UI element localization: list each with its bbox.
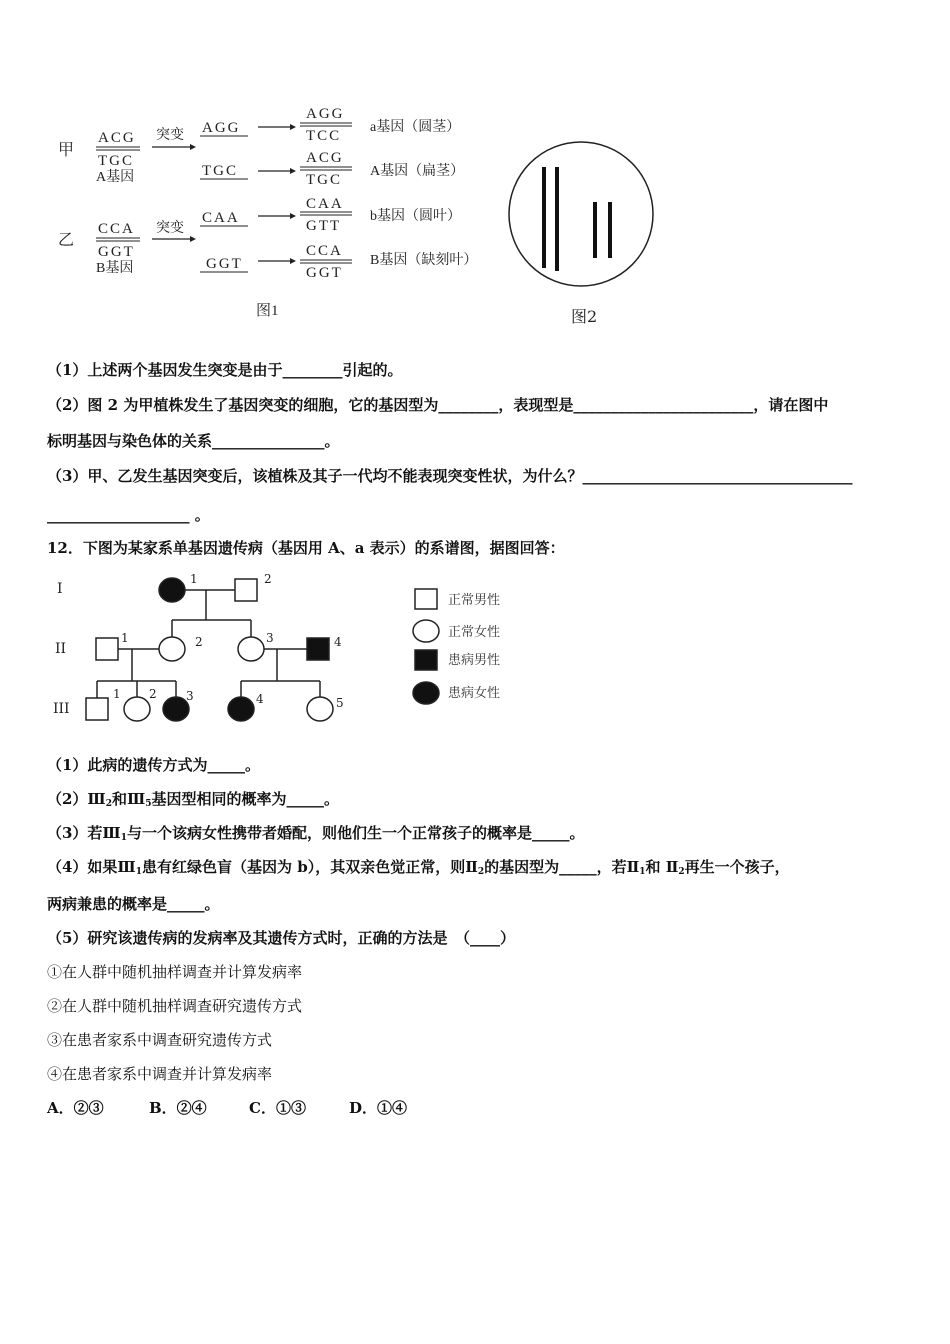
q12-sub-2-mid: 和Ⅲ: [111, 790, 146, 808]
II-3-normal-female: [238, 637, 264, 661]
q11-part-3b: ___________________ 。: [47, 506, 210, 524]
q12-sub-2-pre: （2）Ⅲ: [47, 790, 106, 808]
jia-orig-top: ACG: [98, 130, 136, 146]
yi-orig-top: CCA: [98, 221, 135, 237]
III-2-num: 2: [149, 687, 157, 701]
q11-part-2a: （2）图 2 为甲植株发生了基因突变的细胞，它的基因型为________，表现型是________________________，请在图中: [47, 396, 829, 414]
jia-orig-bottom: TGC: [98, 153, 134, 169]
jia-norm-strand: TGC: [202, 163, 238, 179]
legend-normal-female-label: 正常女性: [448, 625, 501, 640]
legend-affected-female-label: 患病女性: [448, 686, 501, 701]
q12-option-2: ②在人群中随机抽样调查研究遗传方式: [47, 997, 303, 1015]
figure-1-diagram: [50, 95, 510, 325]
q11-part-1: （1）上述两个基因发生突变是由于________引起的。: [47, 361, 403, 379]
II-2-normal-female: [159, 637, 185, 661]
I-2-normal-male: [235, 579, 257, 601]
yi-arrow-label: 突变: [156, 221, 184, 236]
legend-affected-female-symbol: [413, 682, 439, 704]
q12-sub-2-sub1: 2: [105, 799, 112, 809]
legend-normal-female-symbol: [413, 620, 439, 642]
II-4-num: 4: [334, 635, 342, 649]
q12-sub-1: （1）此病的遗传方式为_____。: [47, 756, 260, 774]
q11-part-3a: （3）甲、乙发生基因突变后，该植株及其子一代均不能表现突变性状，为什么？____________________________________: [47, 467, 853, 485]
q11-part-2b: 标明基因与染色体的关系_______________。: [47, 432, 340, 450]
III-5-num: 5: [336, 696, 344, 710]
gen-label-II: II: [55, 641, 67, 657]
jia-label: 甲: [58, 142, 75, 159]
III-4-num: 4: [256, 692, 264, 706]
q12-sub-4-sub2: 2: [477, 867, 485, 877]
q12-sub-4-mid2: 的基因型为_____，若Ⅱ: [484, 858, 640, 876]
q12-sub-4-sub3: 1: [639, 867, 646, 877]
yi-mut-result-label: b基因（圆叶）: [370, 209, 461, 224]
legend-normal-male-label: 正常男性: [448, 593, 501, 608]
q12-option-4: ④在患者家系中调查并计算发病率: [47, 1065, 273, 1083]
pedigree-svg: [45, 565, 525, 735]
q12-choice-B[interactable]: B．②④: [149, 1099, 207, 1117]
jia-norm-rep-arrowhead: [290, 168, 296, 174]
q12-sub-3: [47, 823, 585, 848]
jia-mut-result-bottom: TCC: [306, 128, 342, 144]
jia-mut-rep-arrowhead: [290, 124, 296, 130]
II-2-num: 2: [195, 635, 203, 649]
gen-label-III: III: [53, 701, 70, 717]
q12-sub-4-sub1: 1: [135, 867, 142, 877]
yi-mut-rep-arrowhead: [290, 213, 296, 219]
q12-sub-4-sub4: 2: [678, 867, 685, 877]
jia-mut-strand: AGG: [202, 120, 241, 136]
figure-2-caption: 图2: [571, 307, 598, 326]
III-1-normal-male: [86, 698, 108, 720]
q12-option-1: ①在人群中随机抽样调查并计算发病率: [47, 963, 303, 981]
q12-sub-5: （5）研究该遗传病的发病率及其遗传方式时，正确的方法是 （____）: [47, 929, 515, 947]
jia-mut-result-label: a基因（圆茎）: [370, 120, 461, 135]
jia-orig-gene: A基因: [96, 170, 135, 185]
yi-norm-strand: GGT: [206, 256, 243, 272]
q12-choice-D[interactable]: D．①④: [349, 1099, 408, 1117]
jia-norm-result-bottom: TGC: [306, 172, 342, 188]
yi-norm-result-label: B基因（缺刻叶）: [370, 253, 478, 268]
legend-affected-male-symbol: [415, 650, 437, 670]
jia-mut-arrowhead: [190, 144, 196, 150]
q12-sub-4: [47, 857, 790, 882]
jia-norm-result-top: ACG: [306, 150, 344, 166]
q12-sub-4-mid1: 患有红绿色盲（基因为 b），其双亲色觉正常，则Ⅱ: [141, 858, 478, 876]
I-2-num: 2: [264, 572, 272, 586]
yi-norm-result-bottom: GGT: [306, 265, 343, 281]
I-1-affected-female: [159, 578, 185, 602]
yi-orig-bottom: GGT: [98, 244, 135, 260]
yi-label: 乙: [58, 232, 75, 249]
III-5-normal-female: [307, 697, 333, 721]
yi-mut-result-bottom: GTT: [306, 218, 342, 234]
q12-sub-3-pre: （3）若Ⅲ: [47, 824, 121, 842]
figure-2-cell: [505, 125, 665, 335]
yi-norm-result-top: CCA: [306, 243, 343, 259]
q12-option-3: ③在患者家系中调查研究遗传方式: [47, 1031, 273, 1049]
figure-1-caption: 图1: [256, 303, 279, 319]
q12-sub-4-post: 再生一个孩子，: [684, 858, 790, 876]
q12-sub-4-mid3: 和 Ⅱ: [645, 858, 679, 876]
yi-norm-rep-arrowhead: [290, 258, 296, 264]
jia-mut-result-top: AGG: [306, 106, 345, 122]
jia-norm-result-label: A基因（扁茎）: [370, 164, 465, 179]
II-1-num: 1: [121, 631, 129, 645]
legend-normal-male-symbol: [415, 589, 437, 609]
yi-mut-arrowhead: [190, 236, 196, 242]
q12-sub-3-post: 与一个该病女性携带者婚配，则他们生一个正常孩子的概率是_____。: [126, 824, 585, 842]
II-1-normal-male: [96, 638, 118, 660]
q12-sub-4b: 两病兼患的概率是_____。: [47, 895, 220, 913]
I-1-num: 1: [190, 572, 198, 586]
II-4-affected-male: [307, 638, 329, 660]
q12-sub-4-pre: （4）如果Ⅲ: [47, 858, 136, 876]
q12-sub-2-post: 基因型相同的概率为_____。: [151, 790, 340, 808]
legend-affected-male-label: 患病男性: [448, 653, 501, 668]
III-1-num: 1: [113, 687, 121, 701]
III-4-affected-female: [228, 697, 254, 721]
cell-outline: [509, 142, 653, 286]
yi-orig-gene: B基因: [96, 261, 134, 276]
yi-mut-strand: CAA: [202, 210, 240, 226]
gen-label-I: I: [57, 581, 63, 597]
q12-choice-C[interactable]: C．①③: [249, 1099, 306, 1117]
III-3-num: 3: [186, 689, 194, 703]
q12-choice-A[interactable]: A．②③: [47, 1099, 104, 1117]
q12-sub-2-sub2: 5: [145, 799, 152, 809]
II-3-num: 3: [266, 631, 274, 645]
q12-sub-2: [47, 789, 339, 814]
q12-sub-3-sub: 1: [120, 833, 127, 843]
jia-arrow-label: 突变: [156, 128, 184, 143]
yi-mut-result-top: CAA: [306, 196, 344, 212]
q12-stem: 12．下图为某家系单基因遗传病（基因用 A、a 表示）的系谱图，据图回答：: [47, 539, 565, 557]
III-2-normal-female: [124, 697, 150, 721]
